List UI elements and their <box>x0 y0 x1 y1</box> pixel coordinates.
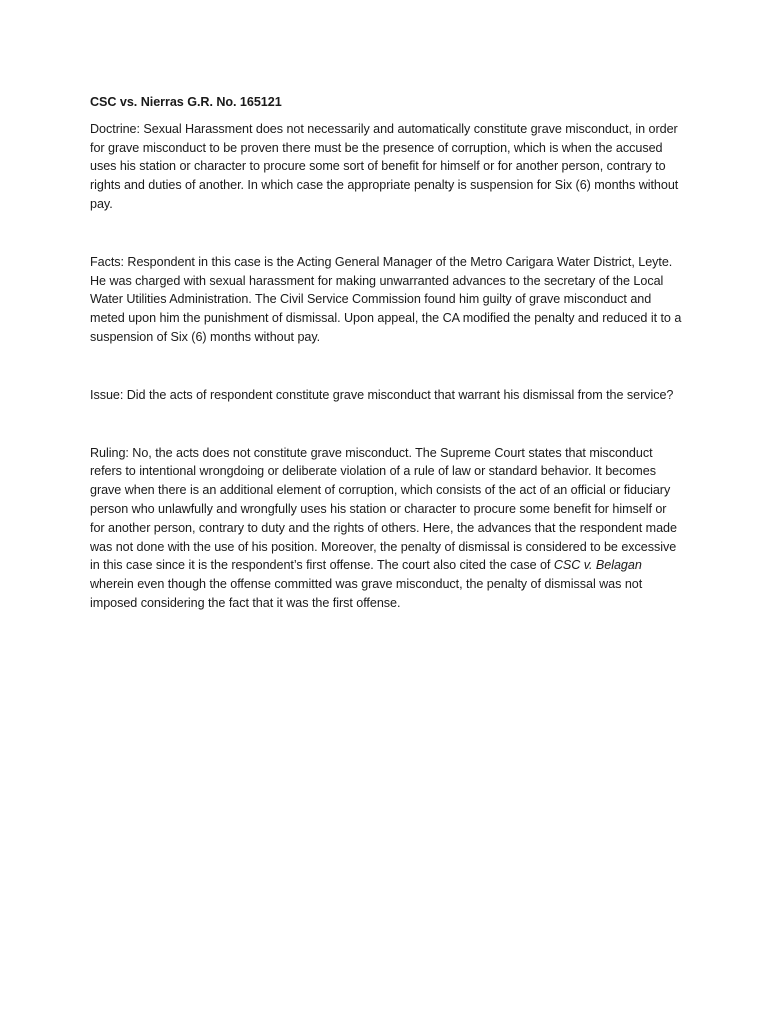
ruling-text-part1: Ruling: No, the acts does not constitute grave misconduct. The Supreme Court states that misconduct refers to intentional wrongdoing or deliberate violation of a rule of law or standard behavior. It becomes grave when there is an additional element of corruption, which consists of the act of an official or fiduciary person who unlawfully and wrongfully uses his station or character to procure some benefit for himself or for another person, contrary to duty and the rights of others. Here, the advances that the respondent made was not done with the use of his position. Moreover, the penalty of dismissal is considered to be excessive in this case since it is the respondent’s first offense. The court also cited the case of <box>90 445 677 573</box>
case-title: CSC vs. Nierras G.R. No. 165121 <box>90 95 282 109</box>
issue-paragraph: Issue: Did the acts of respondent constitute grave misconduct that warrant his dismissal from the service? <box>90 387 674 402</box>
ruling-paragraph <box>90 444 682 613</box>
paragraph-spacer <box>90 405 682 444</box>
facts-paragraph: Facts: Respondent in this case is the Acting General Manager of the Metro Carigara Water District, Leyte. He was charged with sexual harassment for making unwarranted advances to the secretary of the Local Water Utilities Administration. The Civil Service Commission found him guilty of grave misconduct and meted upon him the punishment of dismissal. Upon appeal, the CA modified the penalty and reduced it to a suspension of Six (6) months without pay. <box>90 254 682 344</box>
document-body <box>90 93 682 613</box>
ruling-case-citation: CSC v. Belagan <box>553 558 642 573</box>
paragraph-spacer <box>90 347 682 386</box>
doctrine-paragraph: Doctrine: Sexual Harassment does not necessarily and automatically constitute grave misconduct, in order for grave misconduct to be proven there must be the presence of corruption, which is when the accused uses his station or character to procure some sort of benefit for himself or for another person, contrary to rights and duties of another. In which case the appropriate penalty is suspension for Six (6) months without pay. <box>90 121 679 211</box>
ruling-text-part2: wherein even though the offense committed was grave misconduct, the penalty of dismissal was not imposed considering the fact that it was the first offense. <box>90 577 643 610</box>
paragraph-spacer <box>90 214 682 253</box>
